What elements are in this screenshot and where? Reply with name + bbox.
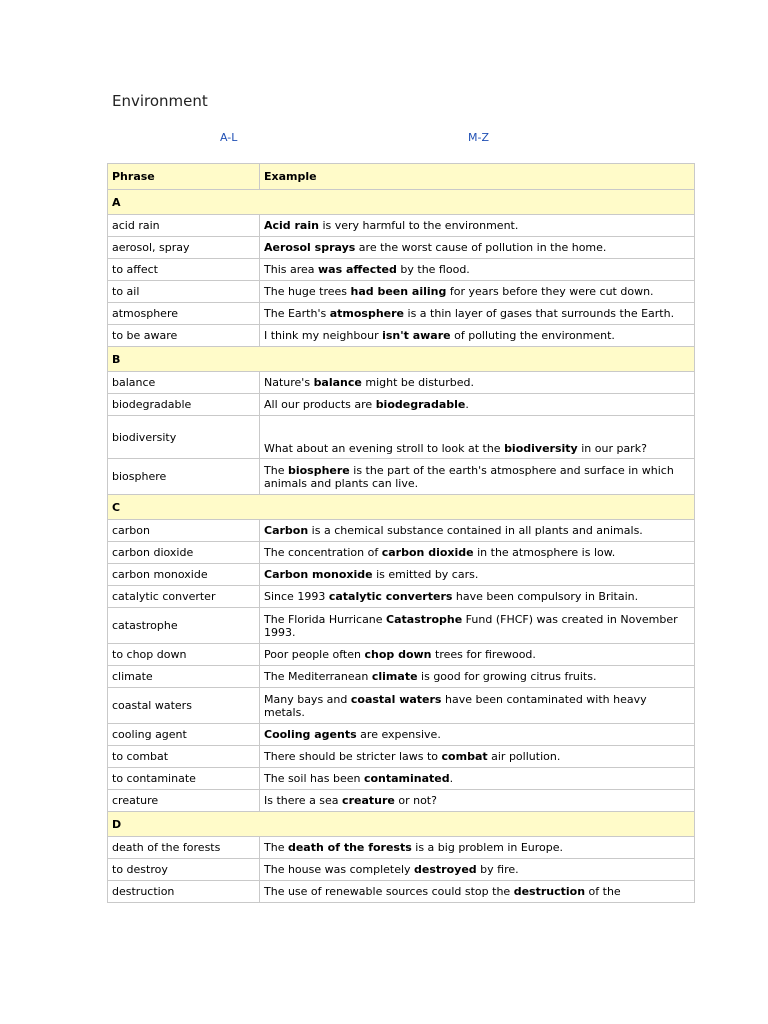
example-cell: Cooling agents are expensive. bbox=[260, 724, 695, 746]
letter-heading: C bbox=[108, 495, 695, 520]
table-row bbox=[108, 259, 695, 281]
example-cell: Many bays and coastal waters have been contaminated with heavy metals. bbox=[260, 688, 695, 724]
table-row bbox=[108, 281, 695, 303]
example-cell: The soil has been contaminated. bbox=[260, 768, 695, 790]
example-cell: Poor people often chop down trees for firewood. bbox=[260, 644, 695, 666]
page-title: Environment bbox=[112, 92, 208, 110]
table-row bbox=[108, 746, 695, 768]
phrase-cell: to contaminate bbox=[108, 768, 260, 790]
phrase-cell: carbon monoxide bbox=[108, 564, 260, 586]
example-cell: The death of the forests is a big problem in Europe. bbox=[260, 837, 695, 859]
example-cell: Aerosol sprays are the worst cause of pollution in the home. bbox=[260, 237, 695, 259]
letter-heading: D bbox=[108, 812, 695, 837]
phrase-cell: biosphere bbox=[108, 459, 260, 495]
example-cell: Carbon is a chemical substance contained in all plants and animals. bbox=[260, 520, 695, 542]
phrase-cell: carbon bbox=[108, 520, 260, 542]
phrase-cell: catalytic converter bbox=[108, 586, 260, 608]
nav-link-a-l[interactable]: A-L bbox=[220, 131, 238, 144]
table-row bbox=[108, 688, 695, 724]
table-row bbox=[108, 416, 695, 459]
example-cell: The biosphere is the part of the earth's atmosphere and surface in which animals and plants can live. bbox=[260, 459, 695, 495]
table-row bbox=[108, 542, 695, 564]
letter-row-d bbox=[108, 812, 695, 837]
table-row bbox=[108, 394, 695, 416]
header-phrase: Phrase bbox=[108, 164, 260, 190]
example-cell: The Florida Hurricane Catastrophe Fund (FHCF) was created in November 1993. bbox=[260, 608, 695, 644]
example-cell: All our products are biodegradable. bbox=[260, 394, 695, 416]
table-header-row bbox=[108, 164, 695, 190]
table-row bbox=[108, 666, 695, 688]
example-cell: There should be stricter laws to combat air pollution. bbox=[260, 746, 695, 768]
phrase-cell: atmosphere bbox=[108, 303, 260, 325]
example-cell: The house was completely destroyed by fire. bbox=[260, 859, 695, 881]
phrase-cell: catastrophe bbox=[108, 608, 260, 644]
example-cell: The concentration of carbon dioxide in the atmosphere is low. bbox=[260, 542, 695, 564]
phrase-cell: to affect bbox=[108, 259, 260, 281]
header-example: Example bbox=[260, 164, 695, 190]
phrase-cell: balance bbox=[108, 372, 260, 394]
example-cell: Since 1993 catalytic converters have been compulsory in Britain. bbox=[260, 586, 695, 608]
table-row bbox=[108, 520, 695, 542]
table-row bbox=[108, 608, 695, 644]
letter-row-a bbox=[108, 190, 695, 215]
example-cell: Is there a sea creature or not? bbox=[260, 790, 695, 812]
example-cell: What about an evening stroll to look at the biodiversity in our park? bbox=[260, 416, 695, 459]
phrase-cell: to combat bbox=[108, 746, 260, 768]
nav-link-m-z[interactable]: M-Z bbox=[468, 131, 489, 144]
table-row bbox=[108, 303, 695, 325]
table-row bbox=[108, 724, 695, 746]
phrase-cell: carbon dioxide bbox=[108, 542, 260, 564]
table-row bbox=[108, 881, 695, 903]
example-cell: The huge trees had been ailing for years before they were cut down. bbox=[260, 281, 695, 303]
letter-heading: B bbox=[108, 347, 695, 372]
phrase-cell: to chop down bbox=[108, 644, 260, 666]
table-row bbox=[108, 586, 695, 608]
example-cell: This area was affected by the flood. bbox=[260, 259, 695, 281]
letter-heading: A bbox=[108, 190, 695, 215]
table-row bbox=[108, 790, 695, 812]
phrase-cell: death of the forests bbox=[108, 837, 260, 859]
phrase-cell: to destroy bbox=[108, 859, 260, 881]
example-cell: Nature's balance might be disturbed. bbox=[260, 372, 695, 394]
table-row bbox=[108, 215, 695, 237]
table-row bbox=[108, 644, 695, 666]
example-cell: The Mediterranean climate is good for growing citrus fruits. bbox=[260, 666, 695, 688]
table-row bbox=[108, 372, 695, 394]
example-cell: The use of renewable sources could stop the destruction of the bbox=[260, 881, 695, 903]
table-row bbox=[108, 237, 695, 259]
phrase-cell: coastal waters bbox=[108, 688, 260, 724]
phrase-cell: biodiversity bbox=[108, 416, 260, 459]
phrase-cell: destruction bbox=[108, 881, 260, 903]
table-row bbox=[108, 325, 695, 347]
letter-row-c bbox=[108, 495, 695, 520]
phrase-cell: creature bbox=[108, 790, 260, 812]
table-row bbox=[108, 564, 695, 586]
phrase-cell: aerosol, spray bbox=[108, 237, 260, 259]
phrase-cell: to ail bbox=[108, 281, 260, 303]
table-row bbox=[108, 459, 695, 495]
phrase-cell: cooling agent bbox=[108, 724, 260, 746]
letter-row-b bbox=[108, 347, 695, 372]
example-cell: The Earth's atmosphere is a thin layer of gases that surrounds the Earth. bbox=[260, 303, 695, 325]
example-cell: Acid rain is very harmful to the environment. bbox=[260, 215, 695, 237]
phrase-cell: to be aware bbox=[108, 325, 260, 347]
table-row bbox=[108, 859, 695, 881]
table-row bbox=[108, 768, 695, 790]
phrase-cell: biodegradable bbox=[108, 394, 260, 416]
example-cell: Carbon monoxide is emitted by cars. bbox=[260, 564, 695, 586]
table-row bbox=[108, 837, 695, 859]
phrase-cell: acid rain bbox=[108, 215, 260, 237]
vocabulary-table bbox=[107, 163, 695, 903]
phrase-cell: climate bbox=[108, 666, 260, 688]
example-cell: I think my neighbour isn't aware of polluting the environment. bbox=[260, 325, 695, 347]
